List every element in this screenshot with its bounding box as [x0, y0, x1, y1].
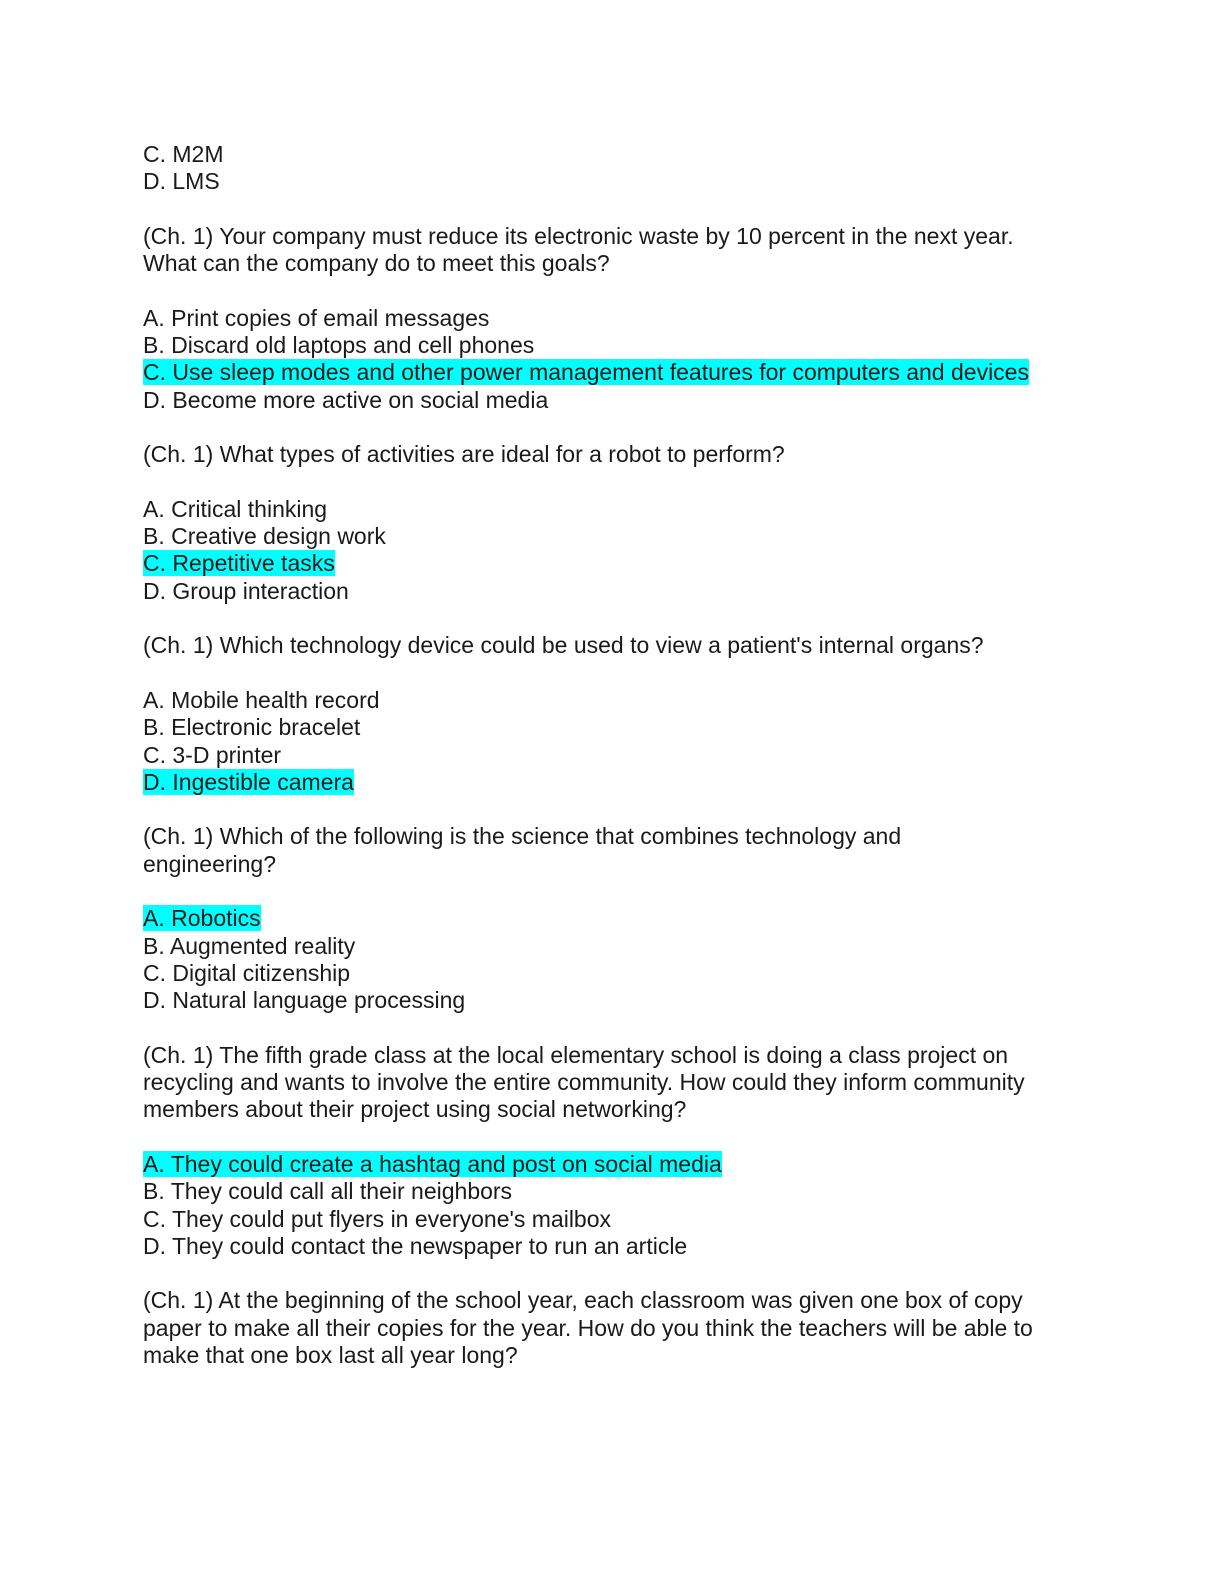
answer-option — [143, 960, 1103, 987]
answer-option — [143, 496, 1103, 523]
highlighted-answer: A. Robotics — [143, 905, 261, 932]
answer-option-text: D. Group interaction — [143, 577, 349, 604]
question-text: (Ch. 1) What types of activities are ideal for a robot to perform? — [143, 441, 785, 468]
answer-option — [143, 769, 1103, 796]
highlighted-answer: A. They could create a hashtag and post on social media — [143, 1150, 722, 1177]
question-block — [143, 632, 1103, 796]
answer-option — [143, 905, 1103, 932]
question-block — [143, 1287, 1103, 1369]
answer-option — [143, 1233, 1103, 1260]
answer-option-text: B. Augmented reality — [143, 932, 356, 959]
answer-option — [143, 687, 1103, 714]
answer-option-text: D. Natural language processing — [143, 987, 466, 1014]
answer-option-text: A. Critical thinking — [143, 495, 328, 522]
answer-option — [143, 387, 1103, 414]
question-text: (Ch. 1) At the beginning of the school year, each classroom was given one box of copy — [143, 1287, 1023, 1314]
answer-option — [143, 933, 1103, 960]
answer-option — [143, 1206, 1103, 1233]
answer-option-text: B. They could call all their neighbors — [143, 1178, 513, 1205]
answer-option-text: A. Mobile health record — [143, 686, 380, 713]
question-text: recycling and wants to involve the entire community. How could they inform community — [143, 1069, 1025, 1096]
answer-option-text: B. Creative design work — [143, 523, 386, 550]
answer-option — [143, 714, 1103, 741]
question-block — [143, 441, 1103, 605]
answer-option — [143, 1178, 1103, 1205]
answer-option-text: C. 3-D printer — [143, 741, 282, 768]
answer-option-text: D. Become more active on social media — [143, 386, 549, 413]
question-list — [143, 196, 1103, 1370]
answer-option-text: A. Print copies of email messages — [143, 304, 490, 331]
intro-option: D. LMS — [143, 168, 220, 195]
answer-option — [143, 523, 1103, 550]
intro-options — [143, 141, 1103, 196]
answer-option-text: C. They could put flyers in everyone's mailbox — [143, 1205, 612, 1232]
highlighted-answer: C. Repetitive tasks — [143, 550, 335, 577]
answer-option — [143, 742, 1103, 769]
question-text: (Ch. 1) Your company must reduce its electronic waste by 10 percent in the next year. — [143, 222, 1014, 249]
answer-option — [143, 359, 1103, 386]
question-text: engineering? — [143, 850, 277, 877]
document-page — [143, 141, 1103, 1369]
question-block — [143, 223, 1103, 414]
answer-option — [143, 332, 1103, 359]
question-block — [143, 823, 1103, 1014]
answer-option — [143, 550, 1103, 577]
answer-option — [143, 1151, 1103, 1178]
question-block — [143, 1042, 1103, 1260]
question-text: (Ch. 1) Which of the following is the science that combines technology and — [143, 823, 902, 850]
question-text: (Ch. 1) The fifth grade class at the local elementary school is doing a class project on — [143, 1041, 1009, 1068]
answer-option — [143, 987, 1103, 1014]
question-text: make that one box last all year long? — [143, 1342, 518, 1369]
answer-option-text: B. Electronic bracelet — [143, 714, 361, 741]
question-text: (Ch. 1) Which technology device could be used to view a patient's internal organs? — [143, 632, 984, 659]
highlighted-answer: D. Ingestible camera — [143, 768, 354, 795]
answer-option-text: C. Digital citizenship — [143, 959, 351, 986]
answer-option — [143, 578, 1103, 605]
intro-option: C. M2M — [143, 141, 224, 167]
question-text: paper to make all their copies for the year. How do you think the teachers will be able to — [143, 1314, 1033, 1341]
highlighted-answer: C. Use sleep modes and other power management features for computers and devices — [143, 359, 1029, 386]
answer-option-text: B. Discard old laptops and cell phones — [143, 332, 535, 359]
answer-option — [143, 305, 1103, 332]
question-text: members about their project using social networking? — [143, 1096, 687, 1123]
answer-option-text: D. They could contact the newspaper to run an article — [143, 1232, 688, 1259]
question-text: What can the company do to meet this goals? — [143, 250, 610, 277]
